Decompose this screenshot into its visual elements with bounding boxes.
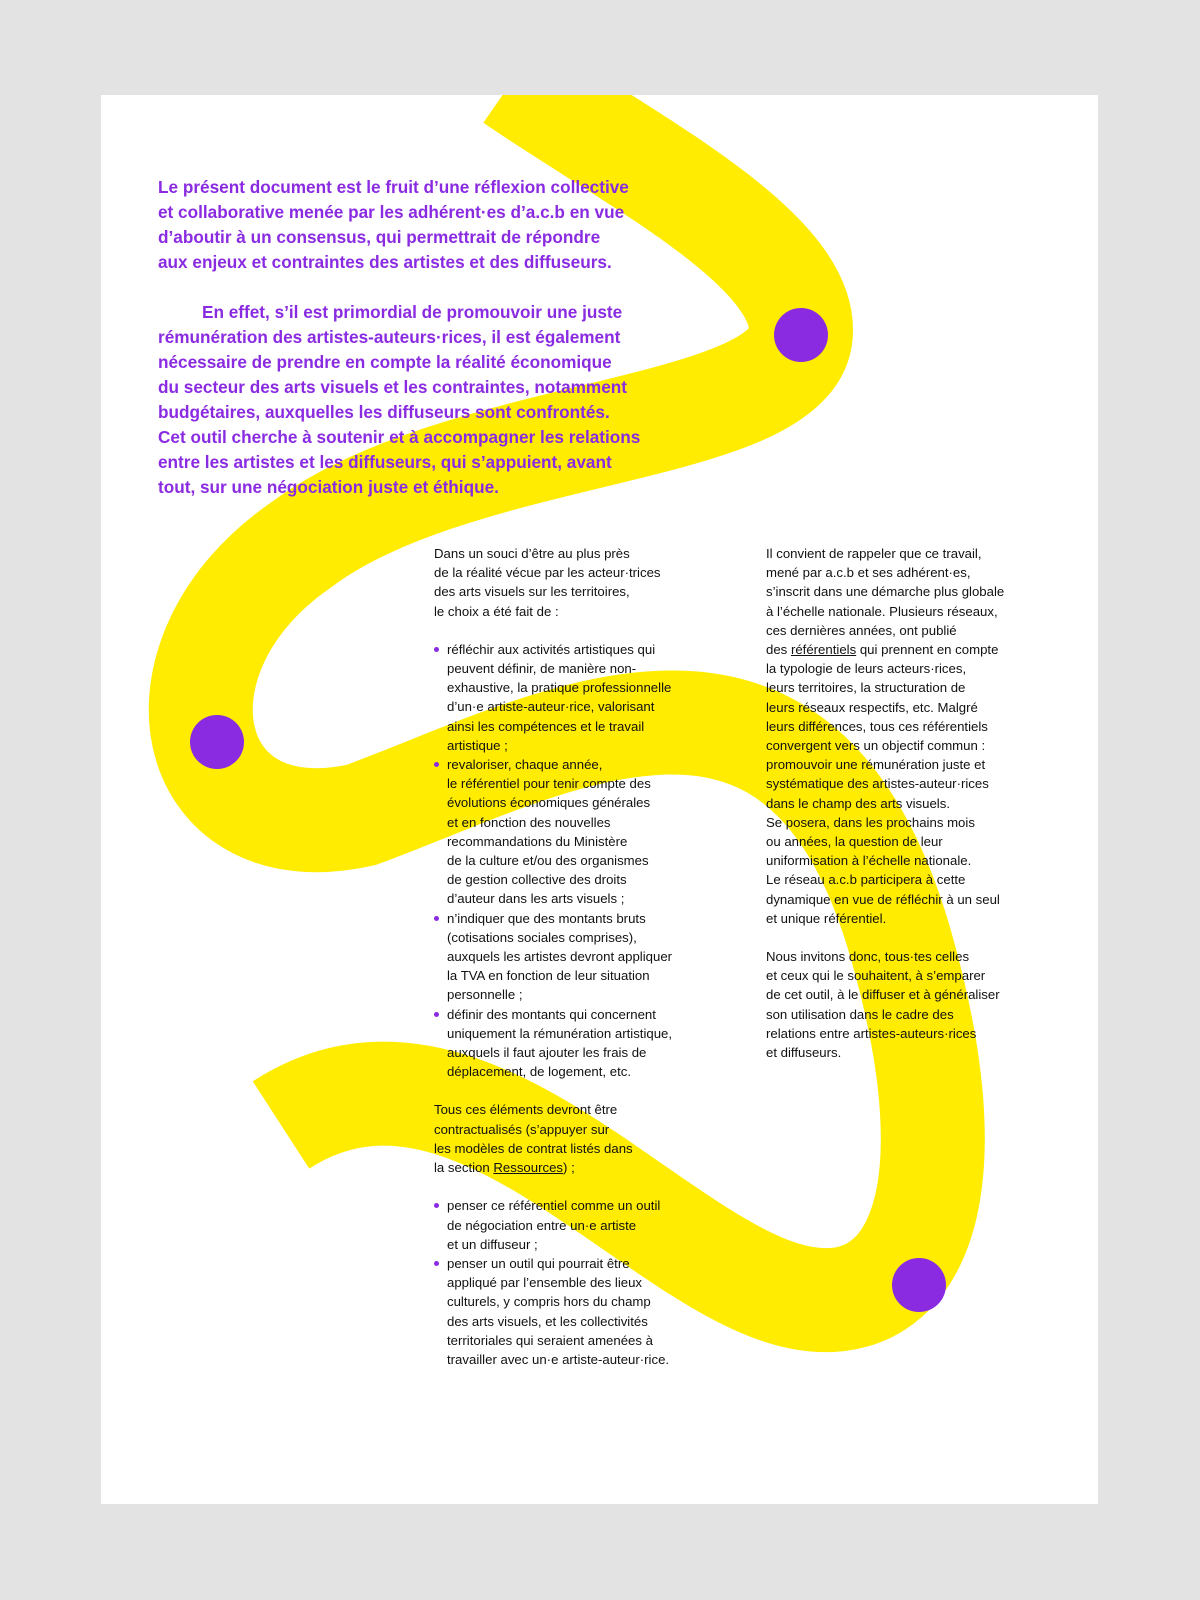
list-item: revaloriser, chaque année, le référentiel pour tenir compte des évolutions économiques générales et en fonction des nouvelles recommandations du Ministère de la culture et/ou des organismes de gestion collective des droits d’auteur dans les arts visuels ;: [434, 755, 724, 909]
purple-dot-left: [190, 715, 244, 769]
document-page: [101, 95, 1098, 1504]
context-text-end: qui prennent en compte la typologie de leurs acteurs·rices, leurs territoires, la structuration de leurs réseaux respectifs, etc. Malgré leurs différences, tous ces référentiels convergent vers un objectif commun : promouvoir une rémunération juste et systématique des artistes-auteur·rices dans le champ des arts visuels. Se posera, dans les prochains mois ou années, la question de leur uniformisation à l’échelle nationale. Le réseau a.c.b participera à cette dynamique en vue de réfléchir à un seul et unique référentiel.: [766, 642, 1000, 926]
list-item: définir des montants qui concernent uniquement la rémunération artistique, auxquels il faut ajouter les frais de déplacement, de logement, etc.: [434, 1005, 724, 1082]
purple-dot-bottom-right: [892, 1258, 946, 1312]
context-text: Il convient de rappeler que ce travail, mené par a.c.b et ses adhérent·es, s’inscrit dans une démarche plus globale à l’échelle nationale. Plusieurs réseaux, ces dernières années, ont publié des: [766, 546, 1005, 658]
referentiels-link[interactable]: référentiels: [790, 642, 857, 658]
list-item: penser ce référentiel comme un outil de négociation entre un·e artiste et un diffuseur ;: [434, 1196, 724, 1254]
invitation-paragraph: Nous invitons donc, tous·tes celles et ceux qui le souhaitent, à s’emparer de cet outil, à le diffuser et à généraliser son utilisation dans le cadre des relations entre artistes-auteurs·rices et diffuseurs.: [766, 949, 1000, 1061]
intro-paragraph-2: En effet, s’il est primordial de promouvoir une juste rémunération des artistes-auteurs·rices, il est également nécessaire de prendre en compte la réalité économique du secteur des arts visuels et les contraintes, notamment budgétaires, auxquelles les diffuseurs sont confrontés. Cet outil cherche à soutenir et à accompagner les relations entre les artistes et les diffuseurs, qui s’appuient, avant tout, sur une négociation juste et éthique.: [158, 302, 641, 497]
contract-text: Tous ces éléments devront être contractualisés (s’appuyer sur les modèles de contrat listés dans la section: [434, 1102, 633, 1176]
purple-dot-top-right: [774, 308, 828, 362]
choices-list: [434, 640, 724, 1082]
left-column: [434, 544, 724, 1369]
list-item: penser un outil qui pourrait être appliqué par l’ensemble des lieux culturels, y compris hors du champ des arts visuels, et les collectivités territoriales qui seraient amenées à travailler avec un·e artiste-auteur·rice.: [434, 1254, 724, 1369]
context-paragraph: [766, 544, 1056, 928]
left-lead-paragraph: Dans un souci d’être au plus près de la réalité vécue par les acteur·trices des arts visuels sur les territoires, le choix a été fait de :: [434, 546, 661, 619]
ressources-link[interactable]: Ressources: [493, 1160, 564, 1176]
list-item: n’indiquer que des montants bruts (cotisations sociales comprises), auxquels les artistes devront appliquer la TVA en fonction de leur situation personnelle ;: [434, 909, 724, 1005]
contract-text-end: ) ;: [563, 1160, 575, 1176]
list-item: réfléchir aux activités artistiques qui peuvent définir, de manière non- exhaustive, la pratique professionnelle d’un·e artiste-auteur·rice, valorisant ainsi les compétences et le travail artistique ;: [434, 640, 724, 755]
intro-paragraph-1: Le présent document est le fruit d’une réflexion collective et collaborative menée par les adhérent·es d’a.c.b en vue d’aboutir à un consensus, qui permettrait de répondre aux enjeux et contraintes des artistes et des diffuseurs.: [158, 177, 629, 272]
intro-text: [158, 150, 718, 525]
goals-list: [434, 1196, 724, 1369]
right-column: [766, 544, 1056, 1062]
contract-paragraph: [434, 1100, 724, 1177]
